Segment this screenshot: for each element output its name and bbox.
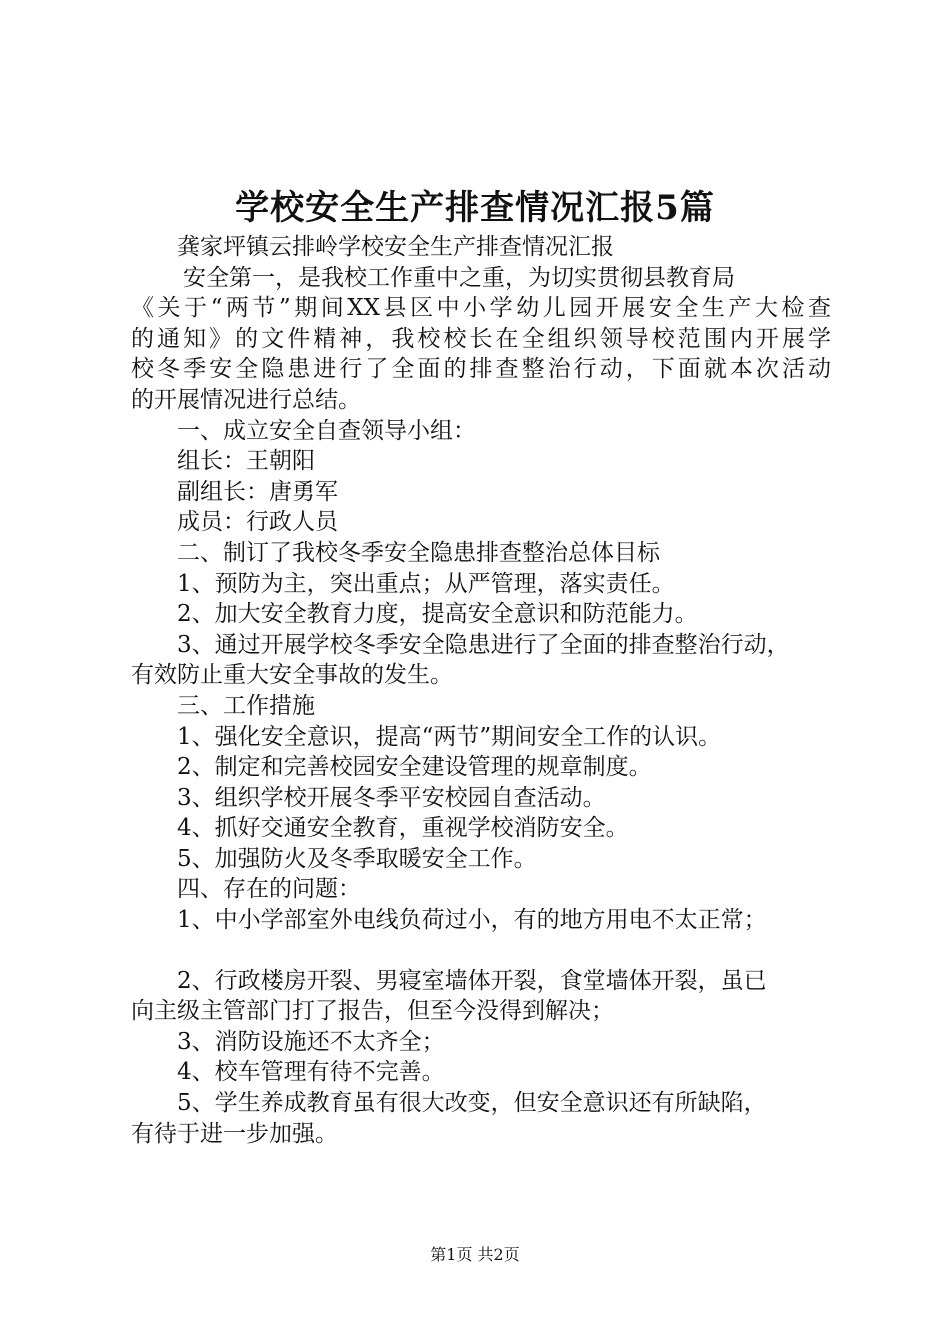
document-body — [131, 232, 831, 1149]
section-heading: 二、制订了我校冬季安全隐患排查整治总体目标 — [177, 539, 660, 566]
paragraph-line: 的开展情况进行总结。 — [131, 386, 361, 413]
list-item: 3、消防设施还不太齐全； — [177, 1028, 445, 1055]
document-title: 学校安全生产排查情况汇报5篇 — [235, 188, 715, 228]
list-item: 5、加强防火及冬季取暖安全工作。 — [177, 845, 537, 872]
subtitle-line: 龚家坪镇云排岭学校安全生产排查情况汇报 — [177, 234, 614, 260]
list-item: 2、制定和完善校园安全建设管理的规章制度。 — [177, 754, 652, 781]
list-item: 组长：王朝阳 — [177, 448, 315, 475]
list-item: 3、通过开展学校冬季安全隐患进行了全面的排查整治行动， — [177, 631, 790, 658]
list-item: 1、中小学部室外电线负荷过小，有的地方用电不太正常； — [177, 907, 767, 934]
list-item-continuation: 有效防止重大安全事故的发生。 — [131, 662, 453, 689]
list-item: 3、组织学校开展冬季平安校园自查活动。 — [177, 784, 606, 811]
list-item: 副组长：唐勇军 — [177, 478, 338, 505]
list-item: 4、抓好交通安全教育，重视学校消防安全。 — [177, 815, 629, 842]
paragraph-line: 《关于“两节”期间XX县区中小学幼儿园开展安全生产大检查 — [131, 295, 831, 322]
blank-line — [131, 936, 831, 966]
section-heading: 四、存在的问题： — [177, 876, 361, 903]
page-number-footer: 第1页 共2页 — [430, 1245, 520, 1264]
list-item: 2、行政楼房开裂、男寝室墙体开裂，食堂墙体开裂，虽已 — [177, 967, 767, 994]
list-item: 5、学生养成教育虽有很大改变，但安全意识还有所缺陷， — [177, 1090, 767, 1117]
list-item-continuation: 向主级主管部门打了报告，但至今没得到解决； — [131, 998, 614, 1025]
list-item: 成员：行政人员 — [177, 509, 338, 536]
paragraph-line: 安全第一，是我校工作重中之重，为切实贯彻县教育局 — [183, 264, 735, 291]
list-item: 1、强化安全意识，提高“两节”期间安全工作的认识。 — [177, 723, 722, 750]
list-item: 1、预防为主，突出重点；从严管理，落实责任。 — [177, 570, 675, 597]
list-item: 4、校车管理有待不完善。 — [177, 1059, 445, 1086]
list-item-continuation: 有待于进一步加强。 — [131, 1120, 338, 1147]
paragraph-line: 校冬季安全隐患进行了全面的排查整治行动，下面就本次活动 — [131, 356, 831, 383]
section-heading: 三、工作措施 — [177, 692, 315, 719]
list-item: 2、加大安全教育力度，提高安全意识和防范能力。 — [177, 601, 698, 628]
section-heading: 一、成立安全自查领导小组： — [177, 417, 476, 444]
paragraph-line: 的通知》的文件精神，我校校长在全组织领导校范围内开展学 — [131, 325, 831, 352]
